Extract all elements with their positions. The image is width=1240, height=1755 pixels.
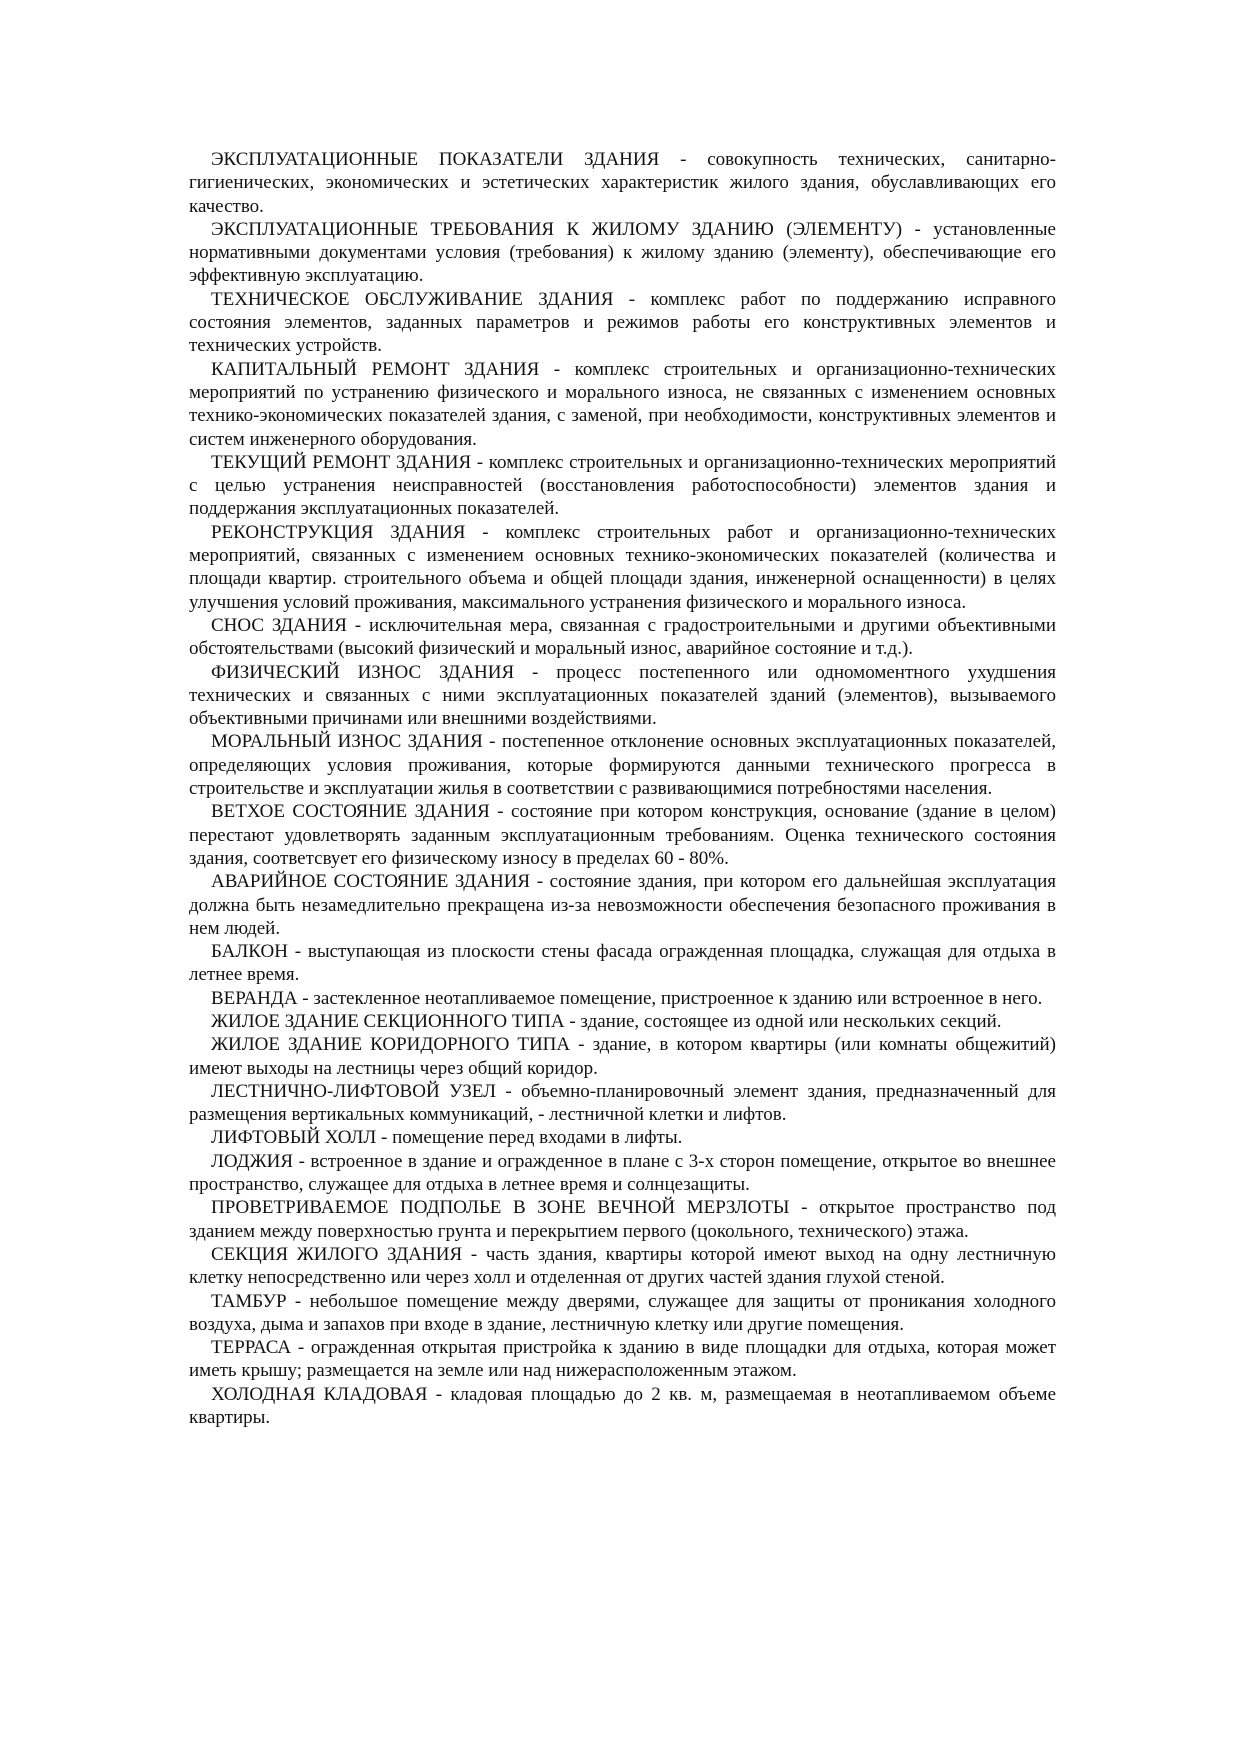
entry-definition: - комплекс строительных и организационно-технических мероприятий с целью устранения неисправностей (восстановления работоспособности) элементов здания и поддержания эксплуатационных показателей. xyxy=(189,451,1057,520)
entry-definition: - кладовая площадью до 2 кв. м, размещаемая в неотапливаемом объеме квартиры. xyxy=(189,1383,1057,1429)
entry-definition: - небольшое помещение между дверями, служащее для защиты от проникания холодного воздуха, дыма и запахов при входе в здание, лестничную клетку или другие помещения. xyxy=(189,1290,1056,1335)
entry-term: ЖИЛОЕ ЗДАНИЕ КОРИДОРНОГО ТИПА xyxy=(211,1034,571,1056)
glossary-entry xyxy=(189,521,1056,614)
entry-definition: - выступающая из плоскости стены фасада огражденная площадка, служащая для отдыха в летнее время. xyxy=(189,941,1056,986)
entry-term: ВЕРАНДА xyxy=(211,987,298,1009)
entry-definition: - открытое пространство под зданием между поверхностью грунта и перекрытием первого (цокольного, технического) этажа. xyxy=(189,1197,1056,1242)
glossary-entry xyxy=(189,1126,1056,1149)
entry-definition: - встроенное в здание и огражденное в плане с 3-х сторон помещение, открытое во внешнее пространство, служащее для отдыха в летнее время и солнцезащиты. xyxy=(189,1150,1056,1196)
glossary-entry xyxy=(189,1010,1056,1033)
entry-term: ТЕХНИЧЕСКОЕ ОБСЛУЖИВАНИЕ ЗДАНИЯ xyxy=(211,288,614,310)
glossary-entry xyxy=(189,288,1056,358)
entry-definition: - часть здания, квартиры которой имеют выход на одну лестничную клетку непосредственно или через холл и отделенная от других частей здания глухой стеной. xyxy=(189,1243,1057,1289)
glossary-entry xyxy=(189,1150,1056,1197)
entry-term: МОРАЛЬНЫЙ ИЗНОС ЗДАНИЯ xyxy=(211,731,483,753)
entry-definition: - комплекс строительных и организационно-технических мероприятий по устранению физического и морального износа, не связанных с изменением основных технико-экономических показателей здания, с заменой, при необходимости, конструктивных элементов и систем инженерного оборудования. xyxy=(189,358,1057,450)
entry-definition: - установленные нормативными документами условия (требования) к жилому зданию (элементу), обеспечивающие его эффективную эксплуатацию. xyxy=(189,218,1056,287)
glossary-entry xyxy=(189,1196,1056,1243)
glossary-entry xyxy=(189,870,1056,940)
entry-term: ЛИФТОВЫЙ ХОЛЛ xyxy=(211,1127,377,1149)
entry-term: ЭКСПЛУАТАЦИОННЫЕ ПОКАЗАТЕЛИ ЗДАНИЯ xyxy=(211,149,660,170)
entry-term: АВАРИЙНОЕ СОСТОЯНИЕ ЗДАНИЯ xyxy=(211,871,531,893)
glossary-entry xyxy=(189,451,1056,521)
entry-term: ПРОВЕТРИВАЕМОЕ ПОДПОЛЬЕ В ЗОНЕ ВЕЧНОЙ МЕРЗЛОТЫ xyxy=(211,1197,790,1219)
entry-term: ТЕКУЩИЙ РЕМОНТ ЗДАНИЯ xyxy=(211,451,472,473)
glossary-entry xyxy=(189,614,1056,661)
entry-term: ХОЛОДНАЯ КЛАДОВАЯ xyxy=(211,1383,428,1405)
entry-term: ТАМБУР xyxy=(211,1290,287,1312)
glossary-entry xyxy=(189,800,1056,870)
glossary-entry xyxy=(189,940,1056,987)
entry-term: КАПИТАЛЬНЫЙ РЕМОНТ ЗДАНИЯ xyxy=(211,358,540,380)
glossary-entry xyxy=(189,1336,1056,1383)
entry-definition: - процесс постепенного или одномоментного ухудшения технических и связанных с ними эксплуатационных показателей зданий (элементов), вызываемого объективными причинами или внешними воздействиями. xyxy=(189,661,1056,730)
glossary-entry xyxy=(189,218,1056,288)
entry-definition: - совокупность технических, санитарно-гигиенических, экономических и эстетических характеристик жилого здания, обуславливающих его качество. xyxy=(189,149,1056,217)
entry-definition: - постепенное отклонение основных эксплуатационных показателей, определяющих условия проживания, которые формируются данными технического прогресса в строительстве и эксплуатации жилья в соответствии с развивающимися потребностями населения. xyxy=(189,731,1056,800)
glossary-entry xyxy=(189,1290,1056,1337)
entry-term: ЖИЛОЕ ЗДАНИЕ СЕКЦИОННОГО ТИПА xyxy=(211,1010,565,1032)
glossary-entry xyxy=(189,1383,1056,1430)
entry-term: ЭКСПЛУАТАЦИОННЫЕ ТРЕБОВАНИЯ К ЖИЛОМУ ЗДАНИЮ (ЭЛЕМЕНТУ) xyxy=(211,218,903,240)
entry-definition: - огражденная открытая пристройка к зданию в виде площадки для отдыха, которая может иметь крышу; размещается на земле или над нижерасположенным этажом. xyxy=(189,1337,1056,1382)
entry-definition: - состояние здания, при котором его дальнейшая эксплуатация должна быть незамедлительно прекращена из-за невозможности обеспечения безопасного проживания в нем людей. xyxy=(189,871,1056,939)
entry-definition: - комплекс работ по поддержанию исправного состояния элементов, заданных параметров и режимов работы его конструктивных элементов и технических устройств. xyxy=(189,288,1056,357)
entry-term: СЕКЦИЯ ЖИЛОГО ЗДАНИЯ xyxy=(211,1243,463,1265)
glossary-entry xyxy=(189,661,1056,731)
glossary-entry xyxy=(189,987,1056,1010)
glossary-entry xyxy=(189,1080,1056,1127)
entry-definition: - помещение перед входами в лифты. xyxy=(376,1127,683,1149)
document-page xyxy=(189,148,1056,1429)
entry-term: БАЛКОН xyxy=(211,941,288,963)
entry-definition: - объемно-планировочный элемент здания, предназначенный для размещения вертикальных коммуникаций, - лестничной клетки и лифтов. xyxy=(189,1080,1056,1126)
entry-term: ФИЗИЧЕСКИЙ ИЗНОС ЗДАНИЯ xyxy=(211,661,515,683)
entry-term: РЕКОНСТРУКЦИЯ ЗДАНИЯ xyxy=(211,521,466,543)
glossary-entry xyxy=(189,730,1056,800)
entry-term: ЛОДЖИЯ xyxy=(211,1150,294,1172)
glossary-entry xyxy=(189,1033,1056,1080)
glossary-entry xyxy=(189,148,1056,218)
entry-definition: - состояние при котором конструкция, основание (здание в целом) перестают удовлетворять заданным эксплуатационным требованиям. Оценка технического состояния здания, соответсвует его физическому износу в пределах 60 - 80%. xyxy=(189,801,1057,869)
entry-term: ВЕТХОЕ СОСТОЯНИЕ ЗДАНИЯ xyxy=(211,801,490,823)
entry-term: ЛЕСТНИЧНО-ЛИФТОВОЙ УЗЕЛ xyxy=(211,1080,497,1102)
entry-definition: - здание, в котором квартиры (или комнаты общежитий) имеют выходы на лестницы через общий коридор. xyxy=(189,1034,1056,1079)
glossary-entry xyxy=(189,358,1056,451)
entry-definition: - здание, состоящее из одной или нескольких секций. xyxy=(564,1010,1002,1032)
entry-term: ТЕРРАСА xyxy=(211,1337,292,1359)
entry-definition: - комплекс строительных работ и организационно-технических мероприятий, связанных с изменением основных технико-экономических показателей (количества и площади квартир. строительного объема и общей площади здания, инженерной оснащенности) в целях улучшения условий проживания, максимального устранения физического и морального износа. xyxy=(189,521,1056,613)
entry-term: СНОС ЗДАНИЯ xyxy=(211,614,347,636)
glossary-entry xyxy=(189,1243,1056,1290)
entry-definition: - застекленное неотапливаемое помещение, пристроенное к зданию или встроенное в него. xyxy=(297,987,1043,1009)
entry-definition: - исключительная мера, связанная с градостроительными и другими объективными обстоятельствами (высокий физический и моральный износ, аварийное состояние и т.д.). xyxy=(189,614,1057,660)
